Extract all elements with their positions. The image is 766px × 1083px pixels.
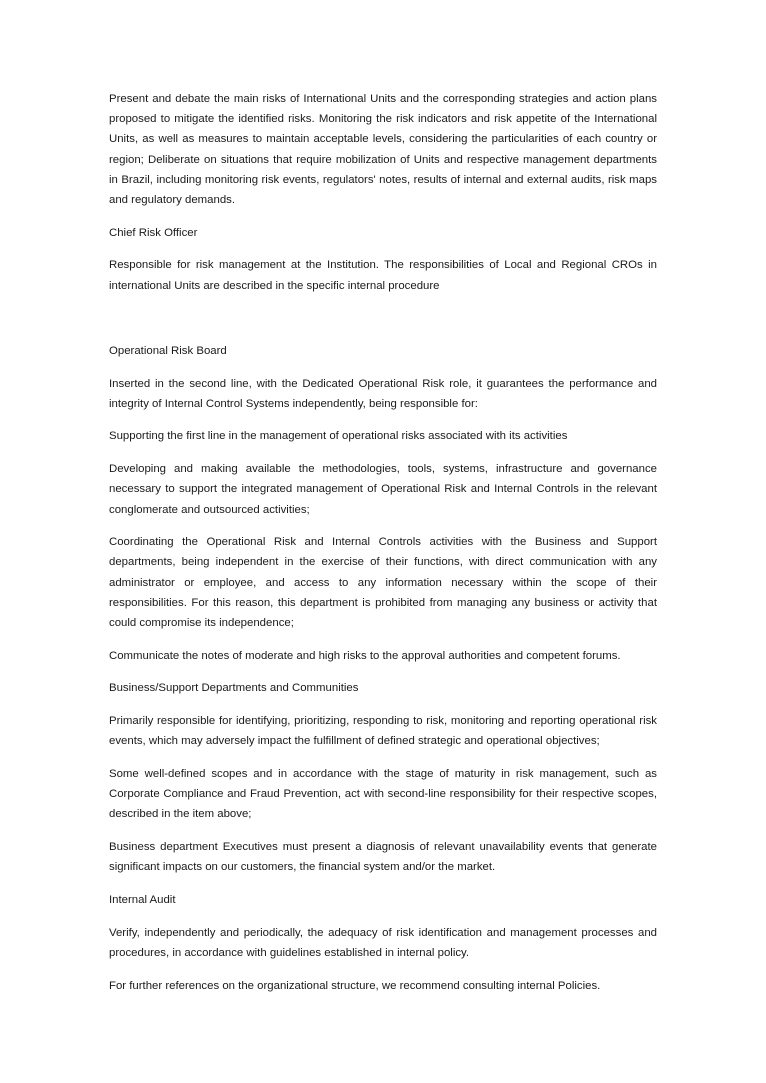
operational-risk-board-item: Supporting the first line in the management of operational risks associated with its activities — [109, 430, 568, 443]
business-support-item: Business department Executives must present a diagnosis of relevant unavailability events that generate significant impacts on our customers, the financial system and/or the market. — [109, 841, 657, 874]
internal-audit-heading: Internal Audit — [109, 894, 176, 907]
operational-risk-board-heading: Operational Risk Board — [109, 344, 227, 357]
business-support-item: Primarily responsible for identifying, prioritizing, responding to risk, monitoring and reporting operational risk events, which may adversely impact the fulfillment of defined strategic and operational objectives; — [109, 715, 657, 748]
internal-audit-paragraph: Verify, independently and periodically, the adequacy of risk identification and management processes and procedures, in accordance with guidelines established in internal policy. — [109, 926, 657, 959]
operational-risk-board-item: Developing and making available the methodologies, tools, systems, infrastructure and governance necessary to support the integrated management of Operational Risk and Internal Controls in the relevant conglomerate and outsourced activities; — [109, 463, 657, 516]
business-support-heading: Business/Support Departments and Communities — [109, 682, 359, 695]
operational-risk-board-item: Communicate the notes of moderate and high risks to the approval authorities and competent forums. — [109, 649, 621, 662]
operational-risk-board-item: Coordinating the Operational Risk and Internal Controls activities with the Business and Support departments, being independent in the exercise of their functions, with direct communication with any administrator or employee, and access to any information necessary within the scope of their responsibilities. For this reason, this department is prohibited from managing any business or activity that could compromise its independence; — [109, 536, 657, 630]
international-units-paragraph: Present and debate the main risks of International Units and the corresponding strategies and action plans proposed to mitigate the identified risks. Monitoring the risk indicators and risk appetite of the International Units, as well as measures to maintain acceptable levels, considering the particularities of each country or region; Deliberate on situations that require mobilization of Units and respective management departments in Brazil, including monitoring risk events, regulators' notes, results of internal and external audits, risk maps and regulatory demands. — [109, 93, 657, 207]
operational-risk-board-intro: Inserted in the second line, with the Dedicated Operational Risk role, it guarantees the performance and integrity of Internal Control Systems independently, being responsible for: — [109, 377, 657, 410]
chief-risk-officer-paragraph: Responsible for risk management at the Institution. The responsibilities of Local and Regional CROs in international Units are described in the specific internal procedure — [109, 259, 657, 292]
business-support-item: Some well-defined scopes and in accordance with the stage of maturity in risk management, such as Corporate Compliance and Fraud Prevention, act with second-line responsibility for their respective scopes, described in the item above; — [109, 768, 657, 821]
chief-risk-officer-heading: Chief Risk Officer — [109, 226, 198, 239]
document-page — [109, 89, 657, 1008]
closing-paragraph: For further references on the organizational structure, we recommend consulting internal Policies. — [109, 979, 601, 992]
